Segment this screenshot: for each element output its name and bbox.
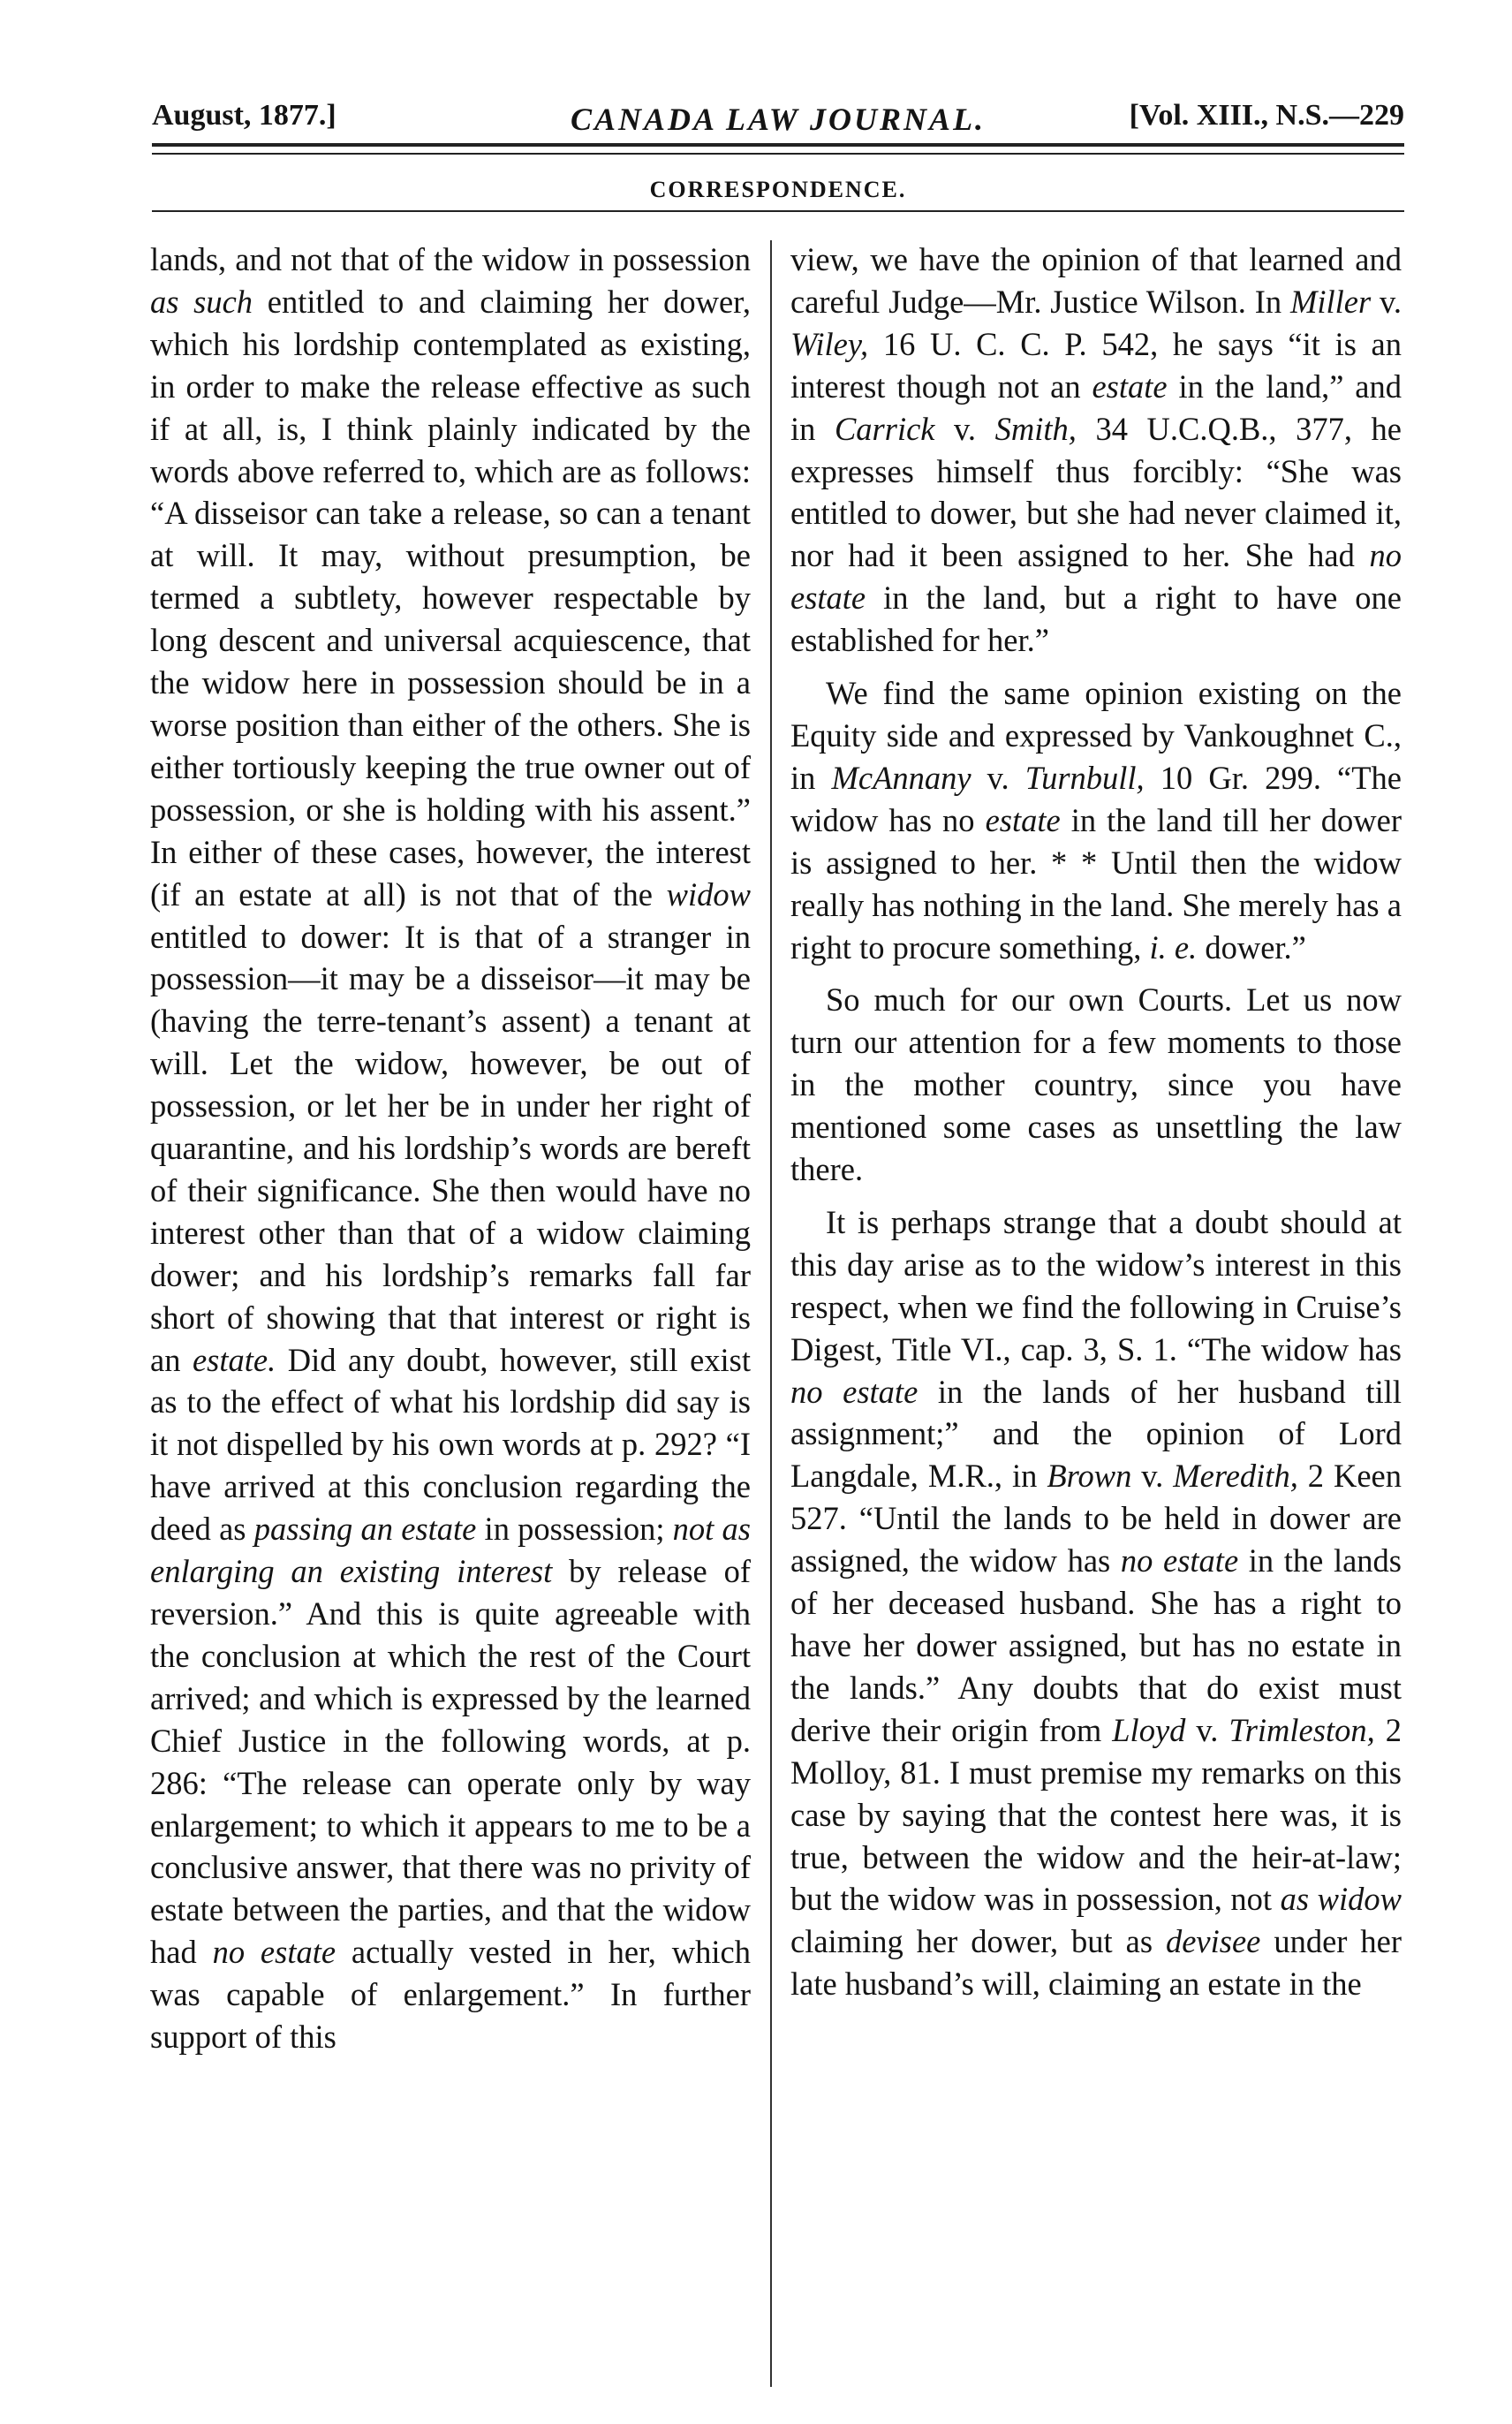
column-divider xyxy=(770,240,772,2387)
volume-page: [Vol. XIII., N.S.—229 xyxy=(1129,99,1404,132)
left-column xyxy=(150,239,751,2376)
section-rule xyxy=(152,210,1404,212)
header-rule-thin xyxy=(152,153,1404,155)
right-column xyxy=(790,239,1402,2376)
header-rule-thick xyxy=(152,143,1404,147)
right-paragraph-4: It is perhaps strange that a doubt should at this day arise as to the widow’s interest in this respect, when we find the following in Cruise’s Digest, Title VI., cap. 3, S. 1. “The widow has no estate in the lands of her husband till assignment;” and the opinion of Lord Langdale, M.R., in Brown v. Meredith, 2 Keen 527. “Until the lands to be held in dower are assigned, the widow has no estate in the lands of her deceased husband. She has a right to have her dower assigned, but has no estate in the lands.” Any doubts that do exist must derive their origin from Lloyd v. Trimleston, 2 Molloy, 81. I must premise my remarks on this case by saying that the contest here was, it is true, between the widow and the heir-at-law; but the widow was in possession, not as widow claiming her dower, but as devisee under her late husband’s will, claiming an estate in the xyxy=(790,1203,1402,2003)
left-paragraph-1: lands, and not that of the widow in possession as such entitled to and claiming her dower, which his lordship contemplated as existing, in order to make the release effective as such if at all, is, I think plainly indicated by the words above referred to, which are as follows: “A disseisor can take a release, so can a tenant at will. It may, without presumption, be termed a subtlety, however respectable by long descent and universal acquiescence, that the widow here in possession should be in a worse position than either of the others. She is either tortiously keeping the true owner out of possession, or she is holding with his assent.” In either of these cases, however, the interest (if an estate at all) is not that of the widow entitled to dower: It is that of a stranger in possession—it may be a disseisor—it may be (having the terre-tenant’s assent) a tenant at will. Let the widow, however, be out of possession, or let her be in under her right of quarantine, and his lordship’s words are bereft of their significance. She then would have no interest other than that of a widow claiming dower; and his lordship’s remarks fall far short of showing that that interest or right is an estate. Did any doubt, however, still exist as to the effect of what his lordship did say is it not dispelled by his own words at p. 292? “I have arrived at this conclusion regarding the deed as passing an estate in possession; not as enlarging an existing interest by release of reversion.” And this is quite agreeable with the conclusion at which the rest of the Court arrived; and which is expressed by the learned Chief Justice in the following words, at p. 286: “The release can operate only by way enlargement; to which it appears to me to be a conclusive answer, that there was no privity of estate between the parties, and that the widow had no estate actually vested in her, which was capable of enlargement.” In further support of this xyxy=(150,241,751,2056)
issue-date: August, 1877.] xyxy=(152,99,336,132)
right-paragraph-1: view, we have the opinion of that learned and careful Judge—Mr. Justice Wilson. In Miller v. Wiley, 16 U. C. C. P. 542, he says “it is an interest though not an estate in the land,” and in Carrick v. Smith, 34 U.C.Q.B., 377, he expresses himself thus forcibly: “She was entitled to dower, but she had never claimed it, nor had it been assigned to her. She had no estate in the land, but a right to have one established for her.” xyxy=(790,241,1402,659)
section-heading: CORRESPONDENCE. xyxy=(649,177,907,202)
right-paragraph-3: So much for our own Courts. Let us now turn our attention for a few moments to those in the mother country, since you have mentioned some cases as unsettling the law there. xyxy=(790,981,1402,1188)
right-paragraph-2: We find the same opinion existing on the Equity side and expressed by Vankoughnet C., in McAnnany v. Turnbull, 10 Gr. 299. “The widow has no estate in the land till her dower is assigned to her. * * Until then the widow really has nothing in the land. She merely has a right to procure something, i. e. dower.” xyxy=(790,675,1402,966)
journal-title: CANADA LAW JOURNAL. xyxy=(570,102,987,137)
running-header xyxy=(152,90,1404,143)
